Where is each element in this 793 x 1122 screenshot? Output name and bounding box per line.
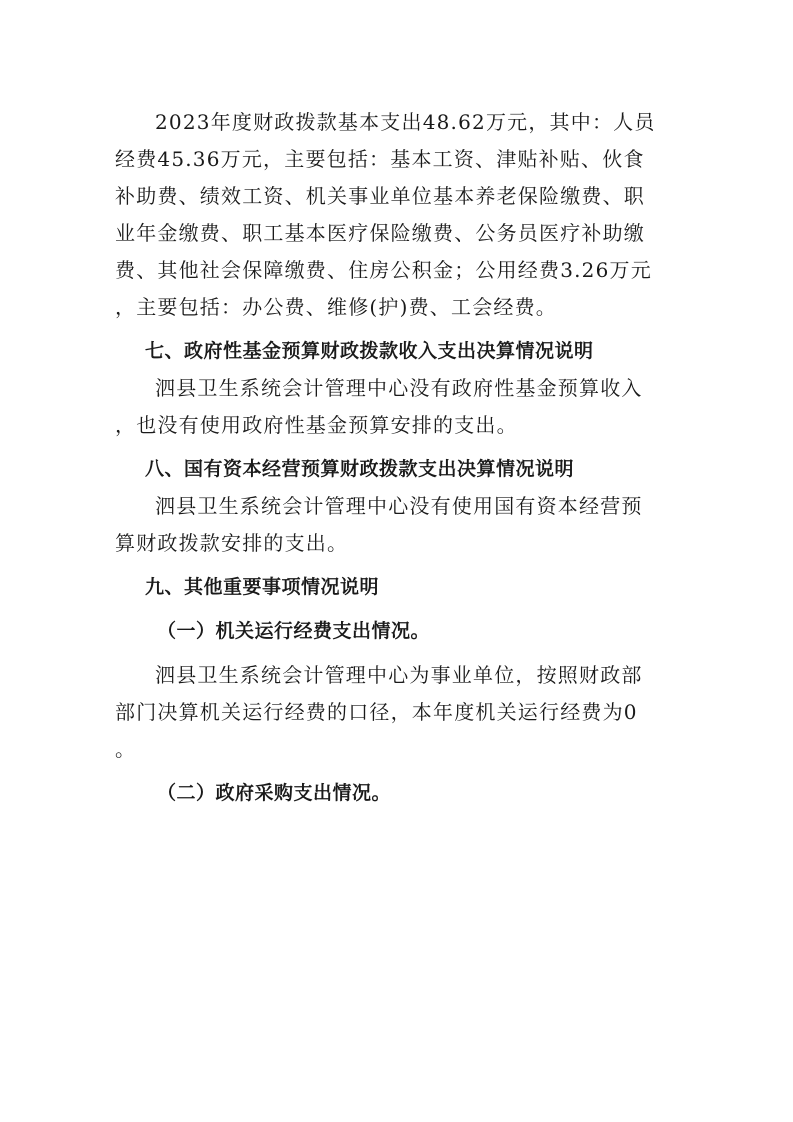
text-line: 泗县卫生系统会计管理中心没有政府性基金预算收入	[155, 376, 643, 400]
text-line: 部门决算机关运行经费的口径，本年度机关运行经费为0	[115, 700, 638, 724]
text-line: 业年金缴费、职工基本医疗保险缴费、公务员医疗补助缴	[115, 221, 645, 245]
subsection-heading-procurement: （二）政府采购支出情况。	[157, 782, 392, 804]
section-heading-9: 九、其他重要事项情况说明	[145, 576, 380, 598]
text-line: 2023年度财政拨款基本支出48.62万元，其中：人员	[155, 110, 656, 134]
section-heading-7: 七、政府性基金预算财政拨款收入支出决算情况说明	[145, 340, 594, 362]
text-line: 费、其他社会保障缴费、住房公积金；公用经费3.26万元	[115, 258, 652, 282]
text-line: ，主要包括：办公费、维修(护)费、工会经费。	[115, 295, 558, 319]
text-line: 补助费、绩效工资、机关事业单位基本养老保险缴费、职	[115, 184, 645, 208]
text-line: 泗县卫生系统会计管理中心没有使用国有资本经营预	[155, 494, 643, 518]
operating-expenses-paragraph	[115, 657, 685, 768]
page-content	[115, 104, 685, 812]
text-line: 算财政拨款安排的支出。	[115, 531, 349, 555]
text-line: 经费45.36万元，主要包括：基本工资、津贴补贴、伙食	[115, 147, 645, 171]
state-capital-paragraph	[115, 488, 685, 562]
government-fund-paragraph	[115, 370, 685, 444]
text-line: 泗县卫生系统会计管理中心为事业单位，按照财政部	[155, 663, 643, 687]
subsection-heading-operating-expenses: （一）机关运行经费支出情况。	[157, 620, 431, 642]
text-line: ，也没有使用政府性基金预算安排的支出。	[115, 413, 518, 437]
section-heading-8: 八、国有资本经营预算财政拨款支出决算情况说明	[145, 458, 575, 480]
basic-expenditure-paragraph	[115, 104, 685, 326]
text-line: 。	[115, 737, 137, 761]
